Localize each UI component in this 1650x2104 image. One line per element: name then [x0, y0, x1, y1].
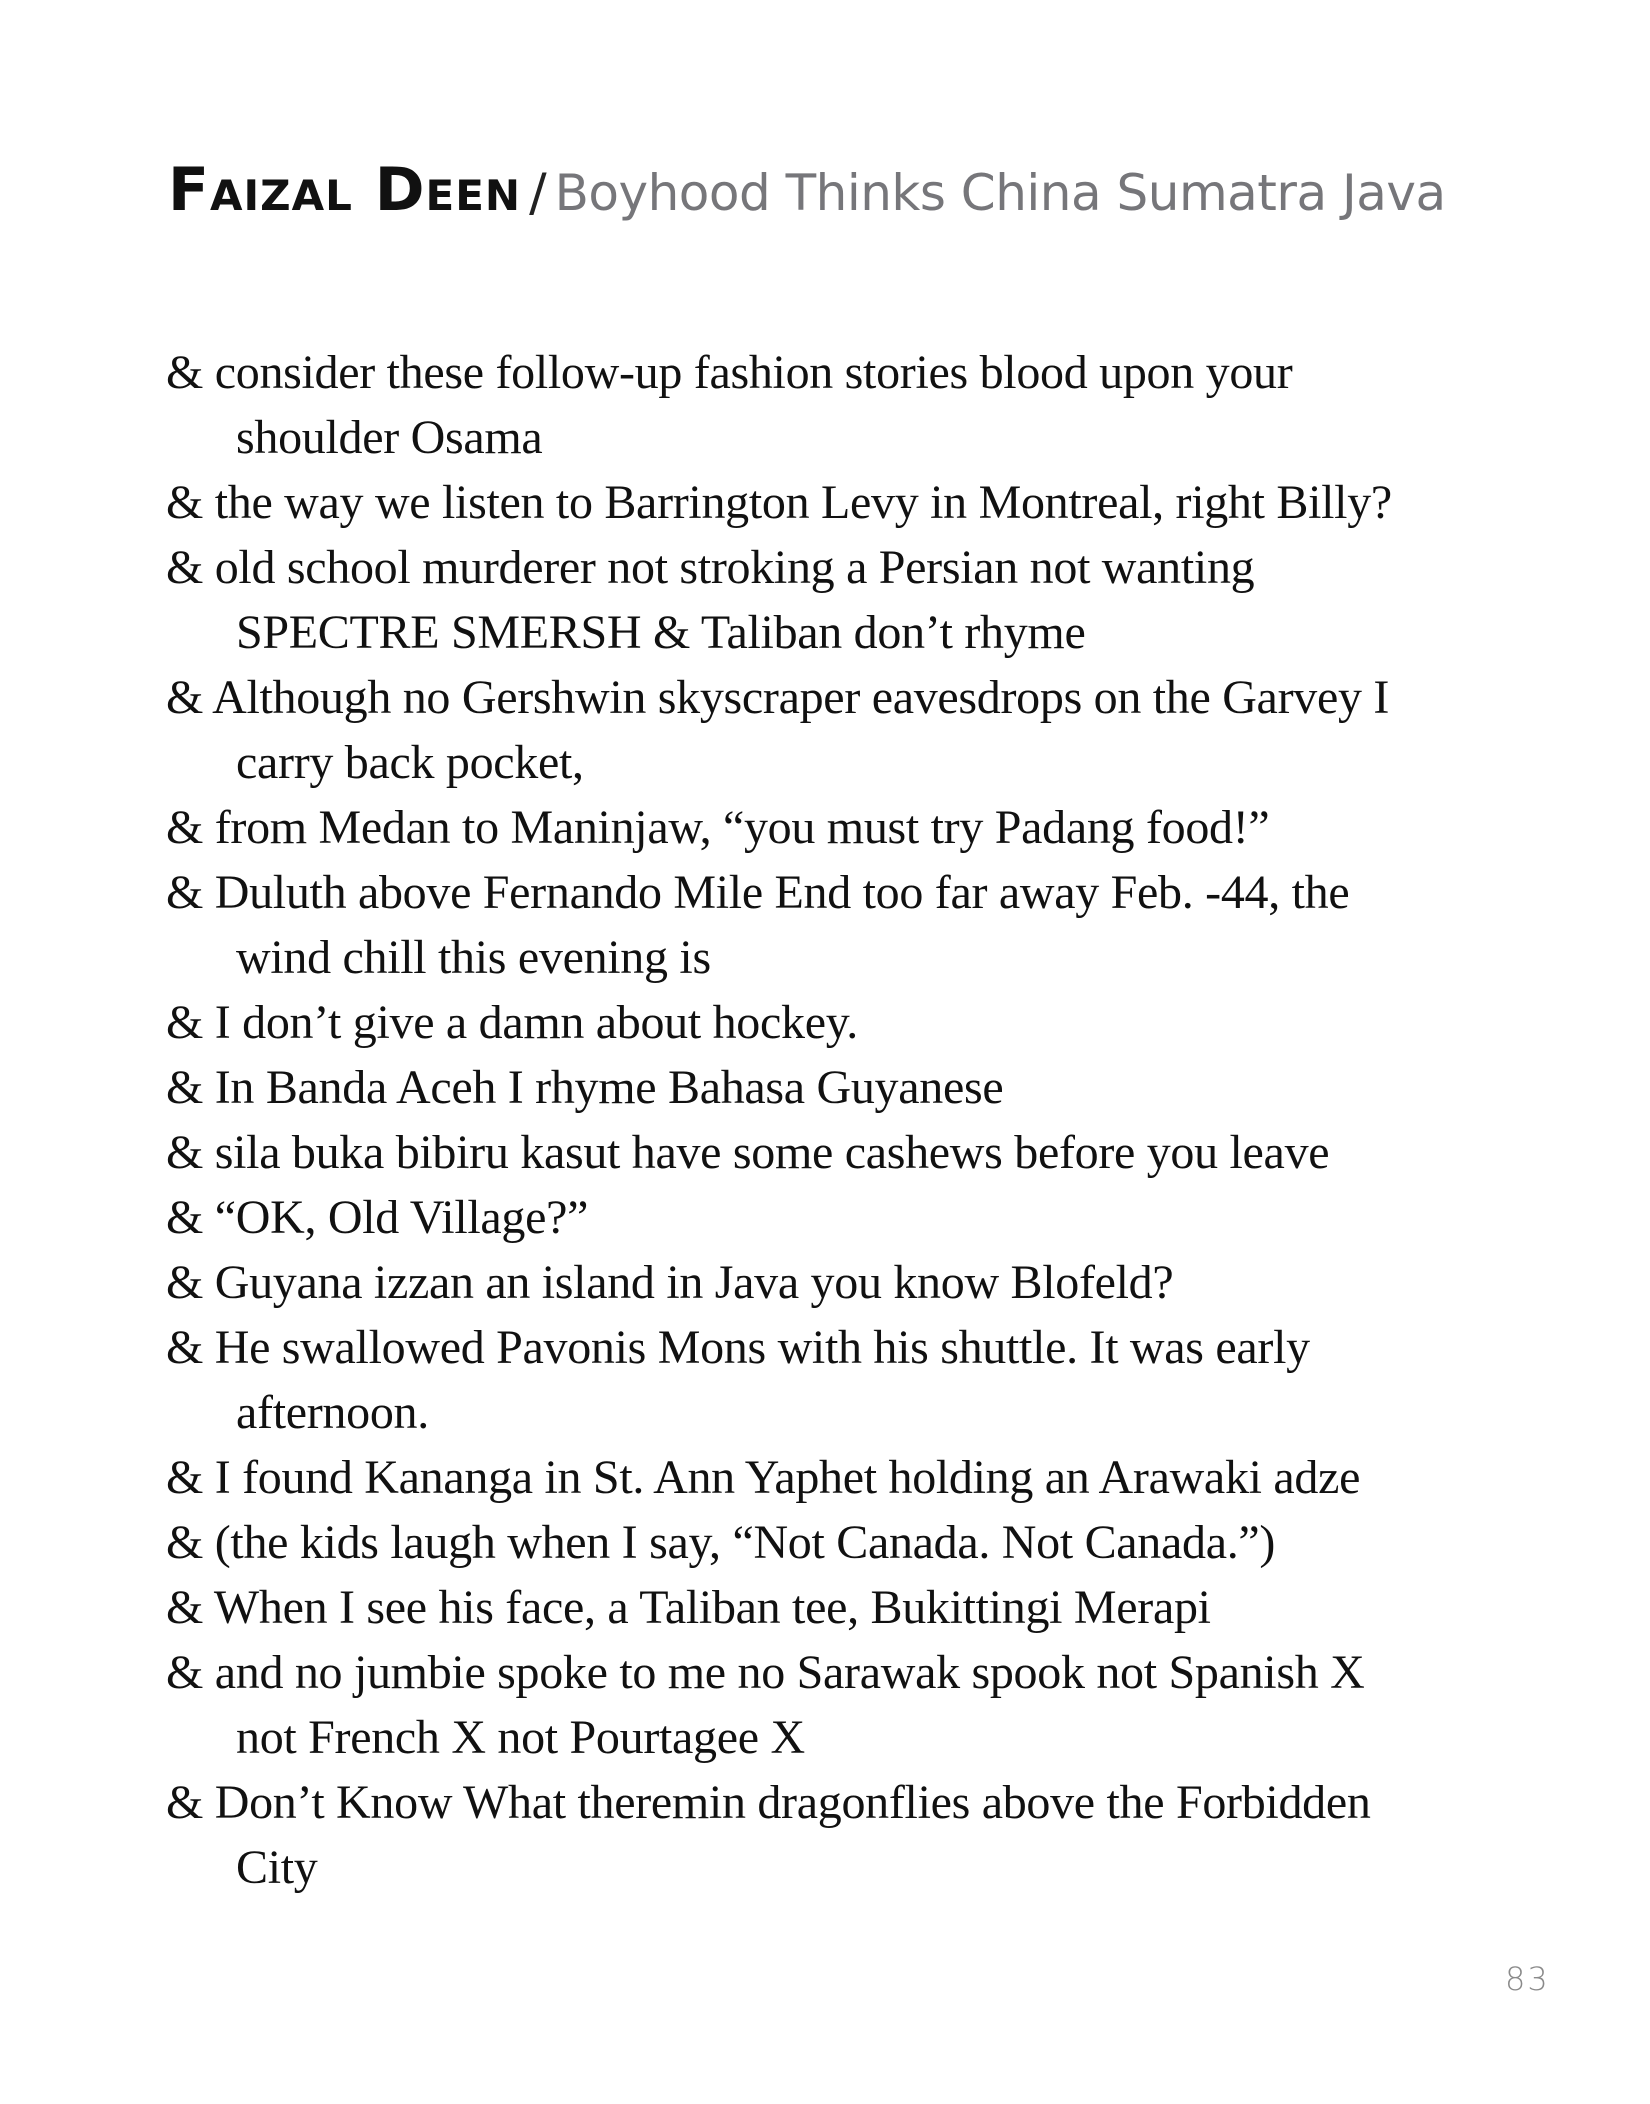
poem-line [166, 860, 1506, 990]
running-header [168, 155, 1446, 225]
poem-line [166, 1250, 1506, 1315]
poem-line [166, 1120, 1506, 1185]
poem-line [166, 1575, 1506, 1640]
poem-line-text: & the way we listen to Barrington Levy in Montreal, right Billy? [166, 476, 1392, 529]
poem-line-continuation: afternoon. [236, 1386, 429, 1439]
poem-line-text: & from Medan to Maninjaw, “you must try Padang food!” [166, 801, 1270, 854]
poem-line [166, 340, 1506, 470]
author-name: Faizal Deen [168, 155, 522, 225]
poem-line [166, 990, 1506, 1055]
poem-line-text: & (the kids laugh when I say, “Not Canada. Not Canada.”) [166, 1516, 1276, 1569]
poem-line-text: & Although no Gershwin skyscraper eavesdrops on the Garvey I [166, 671, 1390, 724]
poem-line [166, 795, 1506, 860]
poem-line-text: & Guyana izzan an island in Java you know Blofeld? [166, 1256, 1174, 1309]
poem-line-text: & Duluth above Fernando Mile End too far away Feb. -44, the [166, 866, 1350, 919]
poem-line [166, 1315, 1506, 1445]
poem-line [166, 535, 1506, 665]
poem-line-text: & I found Kananga in St. Ann Yaphet holding an Arawaki adze [166, 1451, 1361, 1504]
poem-title: Boyhood Thinks China Sumatra Java [554, 164, 1446, 222]
poem-line-text: & consider these follow-up fashion stories blood upon your [166, 346, 1293, 399]
poem-line-text: & He swallowed Pavonis Mons with his shuttle. It was early [166, 1321, 1310, 1374]
poem-line-continuation: not French X not Pourtagee X [236, 1711, 805, 1764]
poem-line-text: & I don’t give a damn about hockey. [166, 996, 858, 1049]
poem-line [166, 1445, 1506, 1510]
header-separator: / [529, 163, 547, 223]
poem-line-text: & old school murderer not stroking a Persian not wanting [166, 541, 1255, 594]
poem-line-text: & When I see his face, a Taliban tee, Bukittingi Merapi [166, 1581, 1211, 1634]
poem-line [166, 1770, 1506, 1900]
poem-line-text: & In Banda Aceh I rhyme Bahasa Guyanese [166, 1061, 1004, 1114]
poem-line [166, 470, 1506, 535]
poem-line-text: & Don’t Know What theremin dragonflies above the Forbidden [166, 1776, 1371, 1829]
poem-line-continuation: SPECTRE SMERSH & Taliban don’t rhyme [236, 606, 1086, 659]
poem-body [166, 340, 1506, 1900]
poem-line-text: & sila buka bibiru kasut have some cashews before you leave [166, 1126, 1330, 1179]
poem-line [166, 1510, 1506, 1575]
poem-line-continuation: City [236, 1841, 318, 1894]
poem-line [166, 1640, 1506, 1770]
poem-line-text: & and no jumbie spoke to me no Sarawak spook not Spanish X [166, 1646, 1365, 1699]
poem-line-continuation: wind chill this evening is [236, 931, 711, 984]
poem-line-continuation: shoulder Osama [236, 411, 543, 464]
poem-line [166, 1055, 1506, 1120]
poem-line-continuation: carry back pocket, [236, 736, 584, 789]
poem-line [166, 1185, 1506, 1250]
poem-line-text: & “OK, Old Village?” [166, 1191, 589, 1244]
poem-line [166, 665, 1506, 795]
page-number: 83 [1505, 1960, 1550, 1998]
